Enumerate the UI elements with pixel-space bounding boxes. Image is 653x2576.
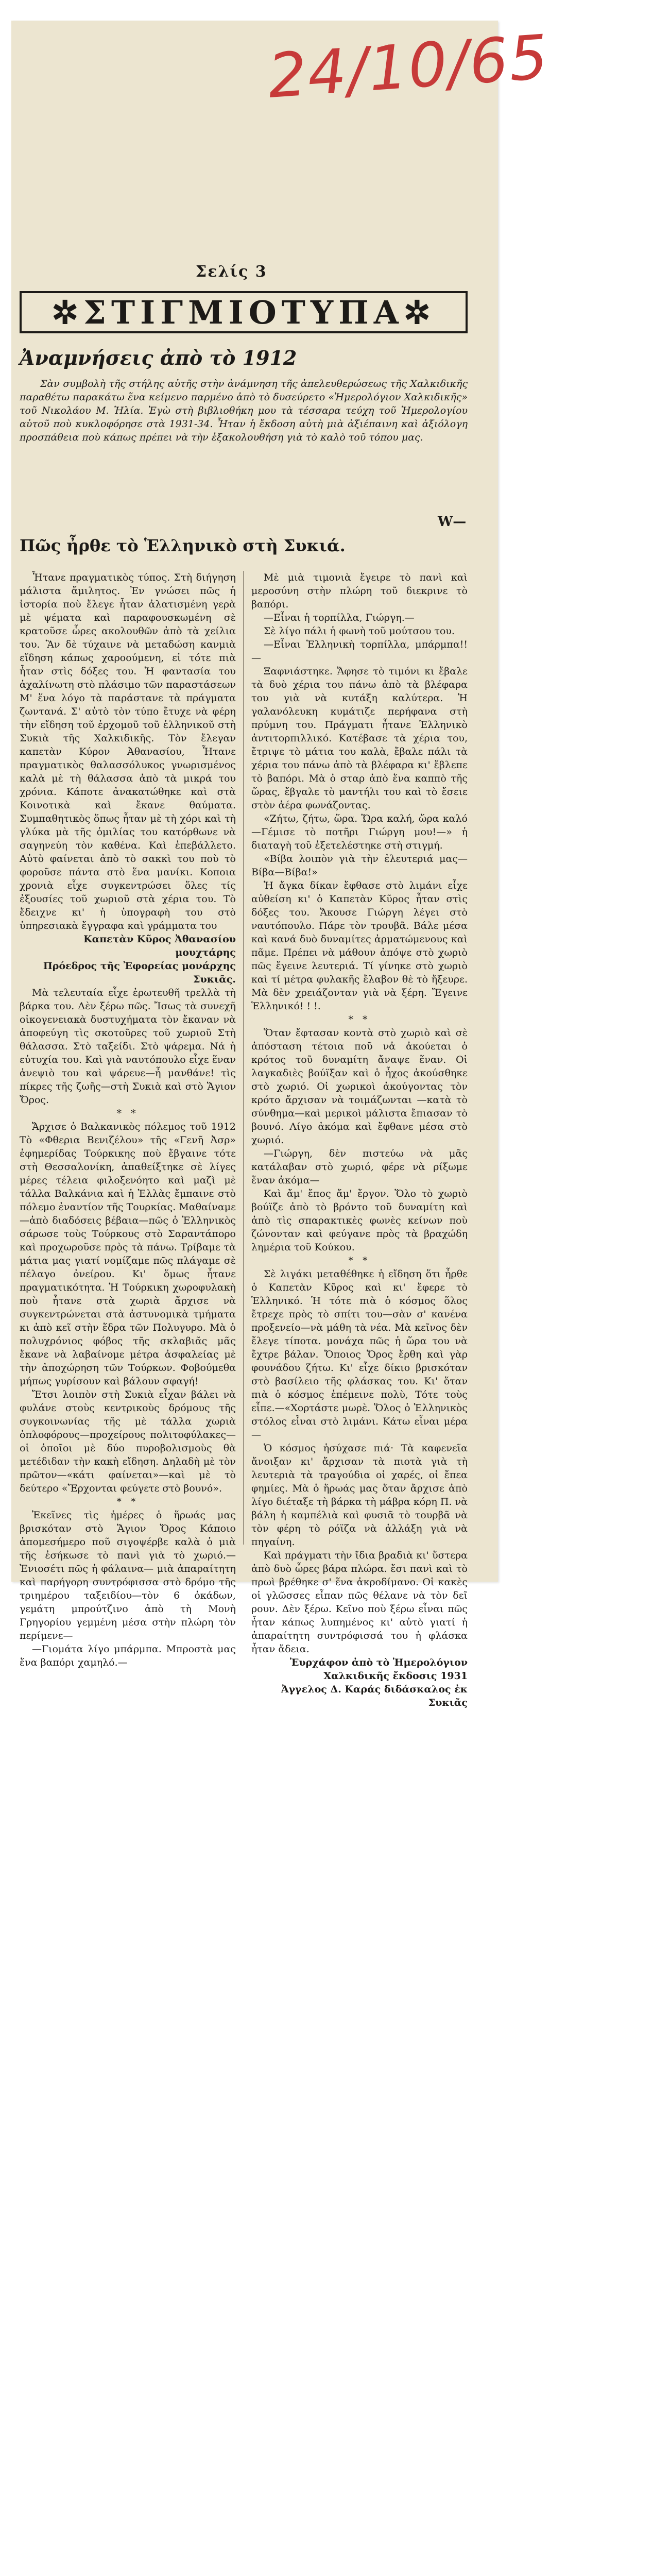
- article-paragraph: «Ζήτω, ζήτω, ὥρα. Ὥρα καλή, ὥρα καλό—Γέμισε τὸ ποτῆρι Γιώργη μου!—» ἡ διαταγὴ τοῦ ἐξετελέστηκε στὴ στιγμή.: [251, 813, 468, 851]
- source-credit: Ἐυρχάφον ἀπὸ τὸ Ἡμερολόγιον Χαλκιδικῆς ἔκδοσις 1931: [289, 1657, 468, 1682]
- article-paragraph: Ἄρχισε ὁ Βαλκανικὸς πόλεμος τοῦ 1912 Τὸ «Φθερια Βενιζέλου» τῆς «Γενῆ Ἀσρ» ἐφημερίδας Τούρκικης ποὺ ἔβγαινε τότε στὴ Θεσσαλονίκη, ἀπαθείξτηκε σὲ λίγες μέρες τέλεια φιλοξενόητο καὶ μαζὶ μὲ τάλλα Βαλκάνια καὶ ἡ Ἑλλὰς ἔμπαινε στὸ πόλεμο ἐναντίον τῆς Τουρκίας. Μαθαίναμε—ἀπὸ διαδόσεις βέβαια—πῶς ὁ Ἑλληνικὸς σάρωσε τοὺς Τούρκους στὸ Σαραντάπορο καὶ προχωροῦσε πρὸς τὰ πάνω. Τρίβαμε τὰ μάτια μας γιατί νομίζαμε πῶς πλάγαμε σὲ πέλαγο ὀνείρου. Κι' ὅμως ἦτανε πραγματικότητα. Ἡ Τούρκικη χωροφυλακὴ ποὺ ἦτανε στὰ χωριὰ ἄρχισε νὰ συγκεντρώνεται στὰ ἀστυνομικὰ τμήματα κι ἀπὸ κεῖ στὴν ἕδρα τῶν Πολυγυρο. Μὰ ὁ πολυχρόνιος φόβος τῆς σκλαβιᾶς μᾶς ἔκανε νὰ λαβαίνομε μέτρα ἀσφαλείας μὲ τὴν ἀποχώρηση τῶν Τούρκων. Φοβούμεθα μήπως γυρίσουν καὶ βάλουν σφαγή!: [20, 1121, 236, 1387]
- page-number: Σελίς 3: [196, 263, 267, 281]
- article-paragraph: Μὲ μιὰ τιμονιὰ ἔγειρε τὸ πανὶ καὶ μεροσύνη στὴν πλώρη τοῦ διεκρινε τὸ βαπόρι.: [251, 572, 468, 610]
- intro-paragraph: Σὰν συμβολὴ τῆς στήλης αὐτῆς στὴν ἀνάμνηση τῆς ἀπελευθερώσεως τῆς Χαλκιδικῆς παραθέτω παρακάτω ἕνα κείμενο παρμένο ἀπὸ τὸ δυσεύρετο «Ἡμερολόγιον Χαλκιδικῆς» τοῦ Νικολάου Μ. Ἠλία. Ἐγὼ στὴ βιβλιοθήκη μου τὰ τέσσαρα τεύχη τοῦ Ἡμερολογίου αὐτοῦ ποὺ κυκλοφόρησε στὰ 1931-34. Ἦταν ἡ ἔκδοση αὐτὴ μιὰ ἀξιέπαινη καὶ ἀξιόλογη προσπάθεια ποὺ κάπως πρέπει νὰ τὴν ἐξακολουθήση γιὰ τὸ καλὸ τοῦ τόπου μας.: [20, 378, 468, 443]
- column-subtitle: Ἀναμνήσεις ἀπὸ τὸ 1912: [20, 346, 297, 369]
- article-title: Πῶς ἦρθε τὸ Ἑλληνικὸ στὴ Συκιά.: [20, 536, 346, 555]
- article-paragraph: —Γιώργη, δὲν πιστεύω νὰ μᾶς κατάλαβαν στὸ χωριό, φέρε νὰ ρίξωμε ἕναν ἀκόμα—: [251, 1148, 468, 1186]
- article-paragraph: Ἔτσι λοιπὸν στὴ Συκιὰ εἶχαν βάλει νὰ φυλάνε στοὺς κεντρικοὺς δρόμους τῆς συγκοινωνίας τῆς μὲ τάλλα χωριὰ ὁπλοφόρους—προχείρους πολιτοφύλακες—οἱ ὁποῖοι μὲ δύο πυροβολισμοὺς θὰ μετέδιδαν τὴν κακὴ εἴδηση. Δηλαδὴ μὲ τὸν πρῶτον—«κάτι φαίνεται»—καὶ μὲ τὸ δεύτερο «Ἔρχονται φεύγετε στὸ βουνό».: [20, 1389, 236, 1494]
- article-paragraph: Ἐκεῖνες τὶς ἡμέρες ὁ ἥρωάς μας βρισκόταν στὸ Ἅγιον Ὄρος Κάποιο ἀπομεσήμερο ποῦ σιγοψέρβε καλὰ ὁ μιὰ τῆς ἐσήκωσε τὸ πανὶ γιὰ τὸ χωριό.—Ἐνιοσέτι πῶς ἡ φάλαινα— μιὰ ἀπαραίτητη καὶ παρήγορη συντρόφισσα στὸ δρόμο τῆς τριημέρου ταξειδίου—τὸν 6 ὀκάδων, γεμάτη μπρούτζινο ἀπὸ τὴ Μονὴ Γρηγορίου γεμμένη μέσα στὴν πλώρη τὸν περίμενε—: [20, 1510, 236, 1641]
- author-signature: Ἀγγελος Δ. Καράς διδάσκαλος ἐκ Συκιᾶς: [281, 1684, 468, 1708]
- section-separator: * *: [116, 1496, 139, 1507]
- article-paragraph: —Εἶναι Ἑλληνικὴ τορπίλλα, μπάρμπα!!—: [251, 639, 468, 664]
- signature-line: Καπετὰν Κῦρος Ἀθανασίου μουχτάρης: [83, 934, 236, 958]
- article-paragraph: —Εἶναι ἡ τορπίλλα, Γιώργη.—: [264, 612, 415, 623]
- article-paragraph: Ἡ ἄγκα δίκαν ἔφθασε στὸ λιμάνι εἶχε αὐθείση κι' ὁ Καπετὰν Κῦρος ἦταν στὶς δόξες του. Ἄκουσε Γιώργη λέγει στὸ ναυτόπουλο. Πάρε τὸν τρουβᾶ. Βάλε μέσα καὶ κανά δυὸ δυναμίτες ἀρματώμενους καὶ πᾶμε. Πρέπει νὰ μάθουν ἀπόψε στὸ χωριὸ πῶς ἔγεινε λευτεριά. Τί γίνηκε στὸ χωριὸ καὶ τί μέτρα φυλακῆς ἔλαβον θὲ τὸ ἤξευρε. Μὰ δὲν χρειάζονταν γιὰ νὰ ξέρη. Ἔγεινε Ἑλληνικό! ! !.: [251, 880, 468, 1012]
- article-column-left: [20, 571, 236, 1668]
- article-column-right: [251, 571, 468, 1708]
- article-paragraph: —Γιομάτα λίγο μπάρμπα. Μπροστὰ μας ἕνα βαπόρι χαμηλό.—: [20, 1643, 236, 1668]
- column-masthead: ✲ΣΤΙΓΜΙΟΤΥΠΑ✲: [20, 291, 468, 333]
- section-separator: * *: [116, 1108, 139, 1119]
- article-paragraph: Ξαφνιάστηκε. Ἄφησε τὸ τιμόνι κι ἔβαλε τὰ δυὸ χέρια του πάνω ἀπὸ τὰ βλέφαρα του γιὰ νὰ κυτάξη καλύτερα. Ἡ γαλανόλευκη κυμάτιζε περήφανα στὴ πρύμνη του. Πράγματι ἦτανε Ἑλληνικὸ ἀντιτορπιλλικό. Κατέβασε τὰ χέρια του, ἔτριψε τὸ μάτια του καλὰ, ἔβαλε πάλι τὰ χέρια του πάνω ἀπὸ τὰ βλέφαρα κι' ἔβλεπε τὸ βαπόρι. Μὰ ὁ σταρ ἀπὸ ἕνα καππὸ τῆς ὥρας, ἔβγαλε τὸ μαντήλι του καὶ τὸ ἔσειε στὸν ἀέρα φωνάζοντας.: [251, 666, 468, 811]
- signature-title: Πρόεδρος τῆς Ἐφορείας μονάρχης Συκιᾶς.: [43, 960, 236, 985]
- article-paragraph: Σὲ λιγάκι μεταθέθηκε ἡ εἴδηση ὅτι ἦρθε ὁ Καπετὰν Κῦρος καὶ κι' ἔφερε τὸ Ἑλληνικό. Ἡ τότε πιὰ ὁ κόσμος ὅλος ἔτρεχε πρὸς τὸ σπίτι του—σὰν σ' κανένα προξενείο—νὰ μάθη τὰ νέα. Μὰ κεῖνος δὲν ἔλεγε τίποτα. μονάχα πῶς ἡ ὥρα του νὰ ἔχτρε βάλαν. Ὄποιος Ὄρος ἔρθη καὶ γὰρ φουνάδου ζήτω. Κι' εἶχε δίκιο βρισκόταν στὸ βασίλειο τῆς φλάσκας του. Κι' ὅταν πιὰ ὁ κόσμος ἐπέμεινε πολὺ, Τότε τοὺς εἶπε.—«Χορτάστε μωρὲ. Ὅλος ὁ Ἑλληνικὸς στόλος εἶναι στὸ λιμάνι. Κάτω εἶναι μέρα—: [251, 1268, 468, 1440]
- article-paragraph: Μὰ τελευταία εἶχε ἐρωτευθῆ τρελλὰ τὴ βάρκα του. Δὲν ξέρω πῶς. Ἴσως τὰ συνεχῆ οἰκογενειακὰ δυστυχήματα τὸν ἔκαναν νὰ ἀποφεύγη τὶς σκοτοῦρες τοῦ χωριοῦ Στὴ θάλασσα. Στὸ ταξείδι. Στὸ ψάρεμα. Νά ἡ εὐτυχία του. Καὶ γιὰ ναυτόπουλο εἶχε ἕναν ἀνεψιὸ του καὶ ψάρευε—ἦ μανθάνε! τὶς πίκρες τῆς ζωῆς—στὴ Συκιὰ καὶ στὸ Ἅγιον Ὄρος.: [20, 987, 236, 1106]
- article-paragraph: Ἦτανε πραγματικὸς τύπος. Στὴ διήγηση μάλιστα ἄμιλητος. Ἐν γνώσει πῶς ἡ ἱστορία ποὺ ἔλεγε ἦταν ἀλατισμένη γερὰ μὲ ψέματα καὶ παραφουσκωμένη σὲ κρατοῦσε ὧρες ακολουθῶν ἀπὸ τὰ χείλια του. Ἂν δὲ τύχαινε νὰ μεταδώση κανμιὰ εἴδηση κάπως χαροούμενη, εἰ τότε πιὰ ἦταν στὶς δόξες του. Ἡ φαντασία του ἀχαλίνωτη στὸ πλάσιμο τῶν παραστάσεων Μ' ἕνα λόγο τὰ παράστανε τὰ πράγματα ζωντανά. Σ' αὐτὸ τὸν τύπο ἔτυχε νὰ φέρη τὴν εἴδηση τοῦ ἐρχομοῦ τοῦ ἑλληνικοῦ στὴ Συκιὰ τῆς Χαλκιδικῆς. Τὸν ἔλεγαν καπετὰν Κύρον Ἀθανασίου, Ἦτανε πραγματικὸς θαλασσόλυκος γνωρισμένος καλὰ μὲ τὴ θάλασσα ἀπὸ τὰ μικρά του χρόνια. Κάποτε ἀνακατώθηκε καὶ στὰ Κοινοτικὰ καὶ ἔκανε θαύματα. Συμπαθητικὸς ὅπως ἦταν μὲ τὴ χόρι καὶ τὴ γλύκα μὰ τῆς ὁμιλίας του κατόρθωνε νὰ σαγηνεύη τὸν καθένα. Καὶ ἐπεβάλλετο. Αὐτὸ φαίνεται ἀπὸ τὸ σακκὶ του ποὺ τὸ φοροῦσε πάντα στὸ ἕνα μανίκι. Κοποια χρονιὰ εἶχε συγκεντρώσει ὅλες τίς ἐξουσίες τοῦ χωριοῦ στὰ χέρια του. Τὸ ἔδειχνε κι' ἡ ὑπογραφὴ του στὸ ὑπηρεσιακὰ ἔγγραφα καὶ γράμματα του: [20, 572, 236, 931]
- intro-signature: W—: [438, 514, 467, 530]
- article-paragraph: Καὶ ἄμ' ἔπος ἄμ' ἔργον. Ὅλο τὸ χωριὸ βούϊζε ἀπὸ τὸ βρόντο τοῦ δυναμίτη καὶ ἀπὸ τὶς σπαρακτικὲς φωνὲς κείνων ποὺ ζώνονταν καὶ φεύγανε πρὸς τὰ βραχώδη λημέρια τοῦ Κούκου.: [251, 1188, 468, 1253]
- article-paragraph: Καὶ πράγματι τὴν ἴδια βραδιὰ κι' ὕστερα ἀπὸ δυὸ ὧρες βάρα πλώρα. ἔσι πανὶ καὶ τὸ πρωὶ βρέθηκε σ' ἕνα ἀκροδίμανο. Οἱ κακὲς οἱ γλῶσσες εἶπαν πῶς θέλανε νὰ τὸν δεῖ ρουν. Δὲν ξέρω. Κεῖνο ποὺ ξέρω εἶναι πῶς ἦταν κάπως λυπημένος κι' αὐτὸ γιατί ἡ ἀπαραίτητη συντρόφισσά του ἡ φλάσκα ἦταν ἄδεια.: [251, 1550, 468, 1655]
- section-separator: * *: [348, 1014, 371, 1025]
- article-paragraph: Ὁ κόσμος ἡσύχασε πιά· Τὰ καφενεῖα ἄνοιξαν κι' ἄρχισαν τὰ πιοτὰ γιὰ τὴ λευτεριὰ τὰ τραγούδια οἱ χαρές, οἱ ἔπεα φημίες. Μὰ ὁ ἥρωάς μας ὅταν ἄρχισε ἀπὸ λίγο διέταξε τὴ βάρκα τὴ μάβρα κόρη Π. νὰ βάλη ἡ καμπέλιὰ καὶ φυσιᾶ τὸ τουρβᾶ νὰ τὸν φέρη τὸ ρόϊζα νὰ ἀλλάξη γιὰ νὰ πηγαίνη.: [251, 1443, 468, 1548]
- date-stamp: 24/10/65: [265, 21, 552, 112]
- article-paragraph: Ὅταν ἔφτασαν κοντὰ στὸ χωριὸ καὶ σὲ ἀπόσταση τέτοια ποῦ νἀ ἀκούεται ὁ κρότος τοῦ δυναμίτη ἄναψε ἕναν. Οἱ λαγκαδιὲς βούϊξαν καὶ ὁ ἦχος ἀκούσθηκε στὸ χωριό. Οἱ χωρικοὶ ἀκούγοντας τὸν κρότο ἄρχισαν νὰ τοιμάζωνται —κατὰ τὸ σύνθημα—καὶ μερικοὶ μάλιστα ἔπιασαν τὸ βουνό. Λίγο ἀκόμα καὶ ἔφθανε μέσα στὸ χωριό.: [251, 1027, 468, 1146]
- section-separator: * *: [348, 1255, 371, 1266]
- article-paragraph: Σὲ λίγο πάλι ἡ φωνὴ τοῦ μούτσου του.: [264, 625, 455, 637]
- article-paragraph: «Βίβα λοιπὸν γιὰ τὴν ἐλευτεριά μας—Βίβα—Βίβα!»: [251, 853, 468, 878]
- column-divider: [243, 571, 244, 1545]
